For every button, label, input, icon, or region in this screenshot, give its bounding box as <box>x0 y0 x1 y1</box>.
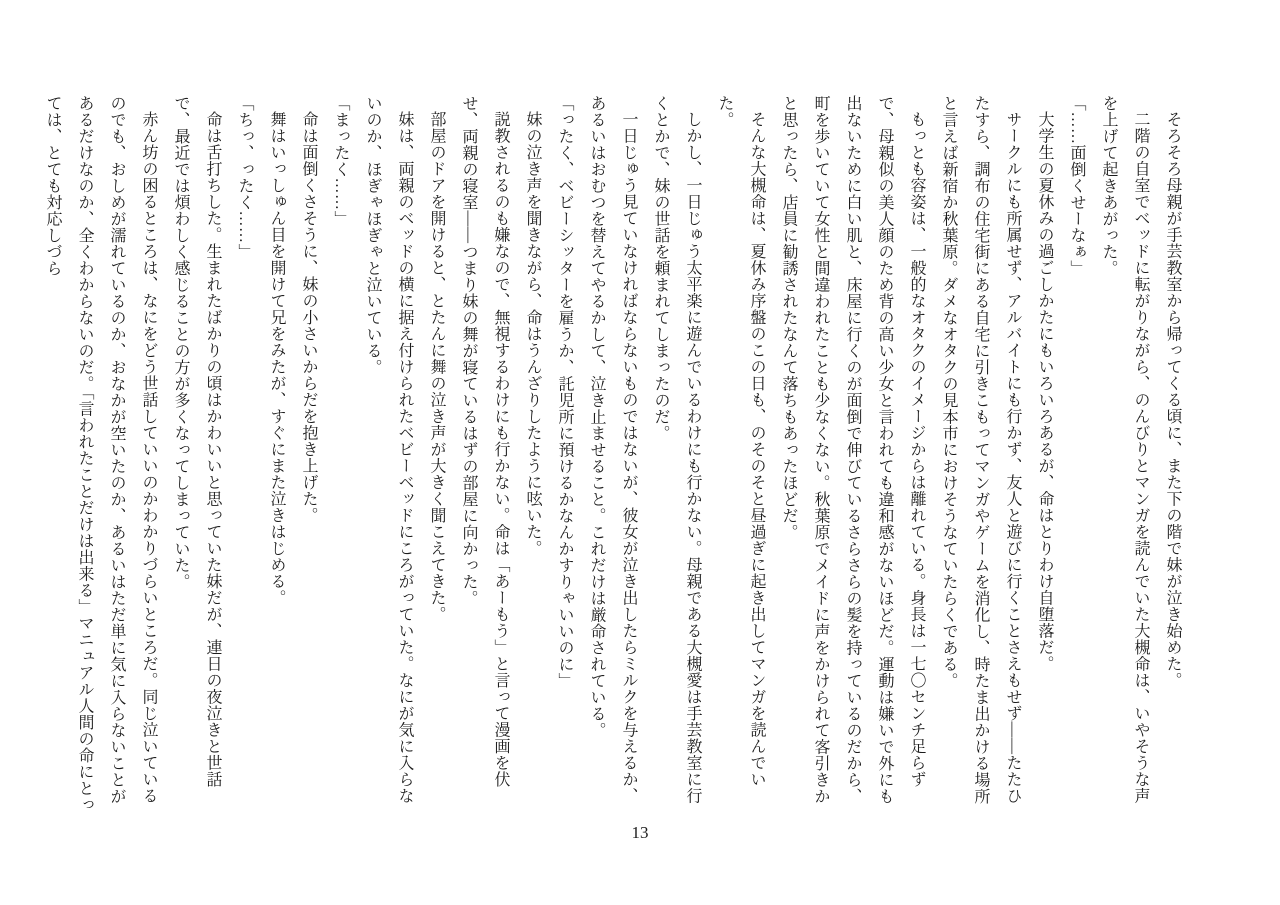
paragraph: 大学生の夏休みの過ごしかたにもいろいろあるが、命はとりわけ自堕落だ。 <box>1036 111 1053 672</box>
paragraph: 妹は、両親のベッドの横に据え付けられたベビーベッドにころがっていた。なにが気に入らないのか、ほぎゃほぎゃと泣いている。 <box>364 95 413 804</box>
paragraph: 説教されるのも嫌なので、無視するわけにも行かない。命は「あーもう」と言って漫画を伏せ、両親の寝室——つまり妹の舞が寝ているはずの部屋に向かった。 <box>460 95 509 788</box>
paragraph: 二階の自室でベッドに転がりながら、のんびりとマンガを読んでいた大槻命は、いやそうな声を上げて起きあがった。 <box>1100 95 1149 804</box>
novel-text-block <box>44 95 1188 819</box>
paragraph: 「ちっ、ったく……」 <box>236 95 253 260</box>
paragraph: そんな大槻命は、夏休み序盤のこの日も、のそのそと昼過ぎに起き出してマンガを読んでいた。 <box>716 95 765 788</box>
paragraph: 舞はいっしゅん目を開けて兄をみたが、すぐにまた泣きはじめる。 <box>268 111 285 606</box>
paragraph: 妹の泣き声を聞きながら、命はうんざりしたように呟いた。 <box>524 111 541 557</box>
paragraph: サークルにも所属せず、アルバイトにも行かず、友人と遊びに行くことさえもせず——たたひたすら、調布の住宅街にある自宅に引きこもってマンガやゲームを消化し、時たま出かける場所と言えば新宿か秋葉原。ダメなオタクの見本市におけそうなていたらくである。 <box>940 95 1021 805</box>
paragraph: 部屋のドアを開けると、とたんに舞の泣き声が大きく聞こえてきた。 <box>428 111 445 623</box>
paragraph: 命は舌打ちした。生まれたばかりの頃はかわいいと思っていた妹だが、連日の夜泣きと世話で、最近では煩わしく感じることの方が多くなってしまっていた。 <box>172 95 221 788</box>
paragraph: しかし、一日じゅう太平楽に遊んでいるわけにも行かない。母親である大槻愛は手芸教室に行くとかで、妹の世話を頼まれてしまったのだ。 <box>652 95 701 804</box>
page-number: 13 <box>631 823 649 842</box>
paragraph: 「まったく……」 <box>332 95 349 227</box>
paragraph: 「ったく、ベビーシッターを雇うか、託児所に預けるかなんかすりゃいいのに」 <box>556 95 573 689</box>
paragraph: もっとも容姿は、一般的なオタクのイメージからは離れている。身長は一七〇センチ足らずで、母親似の美人顔のため背の高い少女と言われても違和感がないほどだ。運動は嫌いで外にも出ないために白い肌と、床屋に行くのが面倒で伸びているさらさらの髪を持っているのだから、町を歩いていて女性と間違われたことも少なくない。秋葉原でメイドに声をかけられて客引きかと思ったら、店員に勧誘されたなんて落ちもあったほどだ。 <box>780 95 925 805</box>
paragraph: そろそろ母親が手芸教室から帰ってくる頃に、また下の階で妹が泣き始めた。 <box>1164 111 1181 689</box>
paragraph: 一日じゅう見ていなければならないものではないが、彼女が泣き出したらミルクを与えるか、あるいはおむつを替えてやるかして、泣き止ませること。これだけは厳命されている。 <box>588 95 637 804</box>
paragraph: 命は面倒くさそうに、妹の小さいからだを抱き上げた。 <box>300 111 317 524</box>
paragraph: 「……面倒くせーなぁ」 <box>1068 95 1085 277</box>
paragraph: 赤ん坊の困るところは、なにをどう世話していいのかわかりづらいところだ。同じ泣いているのでも、おしめが濡れているのか、おなかが空いたのか、あるいはただ単に気に入らないことがあるだけなのか、全くわからないのだ。「言われたことだけは出来る」マニュアル人間の命にとっては、とても対応しづら <box>44 95 157 813</box>
